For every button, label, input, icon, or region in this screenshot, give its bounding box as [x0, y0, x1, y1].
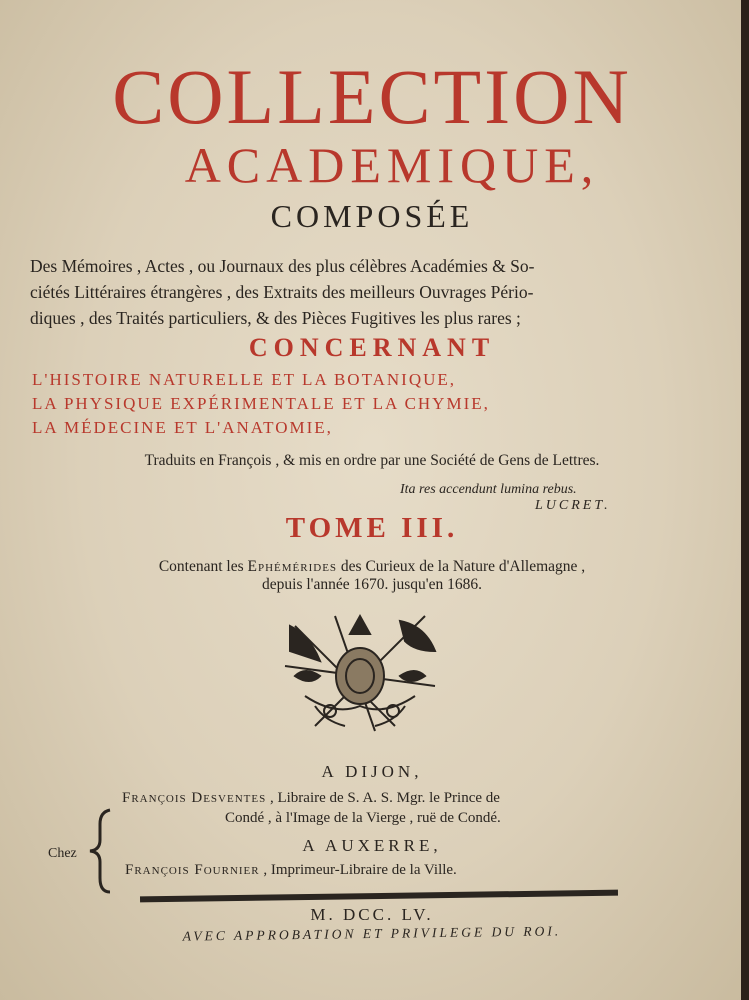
- contents-pre: Contenant les: [158, 558, 244, 575]
- printer-desventes-name: François Desventes: [122, 790, 267, 806]
- contents-line-2: depuis l'année 1670. jusqu'en 1686.: [262, 576, 482, 593]
- description-line-1: Des Mémoires , Actes , ou Journaux des plus célèbres Académies & So-: [30, 256, 535, 276]
- printer-fournier-title: , Imprimeur-Libraire de la Ville.: [263, 862, 457, 878]
- printer-fournier: [125, 862, 457, 879]
- tome-number: TOME III.: [285, 512, 459, 544]
- divider-rule: [140, 890, 618, 903]
- printer-fournier-name: François Fournier: [125, 862, 260, 878]
- title-composee: COMPOSÉE: [270, 198, 474, 234]
- city-dijon: A DIJON,: [321, 762, 423, 781]
- printer-desventes: [122, 790, 500, 807]
- description-line-3: diques , des Traités particuliers, & des Pièces Fugitives les plus rares ;: [30, 308, 521, 328]
- contents-ephemerides: Ephémérides: [247, 558, 338, 575]
- title-collection: COLLECTION: [112, 53, 632, 140]
- printer-desventes-title: , Libraire de S. A. S. Mgr. le Prince de: [269, 790, 500, 806]
- book-edge: [741, 0, 749, 1000]
- motto-text: Ita res accendunt lumina rebus.: [400, 482, 577, 497]
- city-auxerre: A AUXERRE,: [302, 836, 442, 855]
- printer-desventes-address: Condé , à l'Image de la Vierge , ruë de Condé.: [225, 810, 501, 826]
- publication-year: M. DCC. LV.: [310, 905, 434, 924]
- subject-physics-chemistry: LA PHYSIQUE EXPÉRIMENTALE ET LA CHYMIE,: [32, 394, 490, 413]
- title-academique: ACADEMIQUE,: [184, 137, 600, 193]
- translation-note: Traduits en François , & mis en ordre par une Société de Gens de Lettres.: [144, 452, 600, 469]
- description-line-2: ciétés Littéraires étrangères , des Extraits des meilleurs Ouvrages Pério-: [30, 282, 534, 302]
- approbation-line: AVEC APPROBATION ET PRIVILEGE DU ROI.: [182, 923, 562, 944]
- trophy-vignette-icon: [275, 606, 445, 736]
- contents-post: des Curieux de la Nature d'Allemagne ,: [340, 558, 586, 575]
- concernant-heading: CONCERNANT: [248, 333, 496, 362]
- subject-natural-history: L'HISTOIRE NATURELLE ET LA BOTANIQUE,: [32, 370, 457, 389]
- contents-line-1: [0, 558, 744, 576]
- subject-medicine-anatomy: LA MÉDECINE ET L'ANATOMIE,: [32, 418, 333, 437]
- motto-author: LUCRET.: [535, 498, 611, 513]
- chez-label: Chez: [48, 846, 77, 861]
- curly-brace-icon: [86, 808, 116, 894]
